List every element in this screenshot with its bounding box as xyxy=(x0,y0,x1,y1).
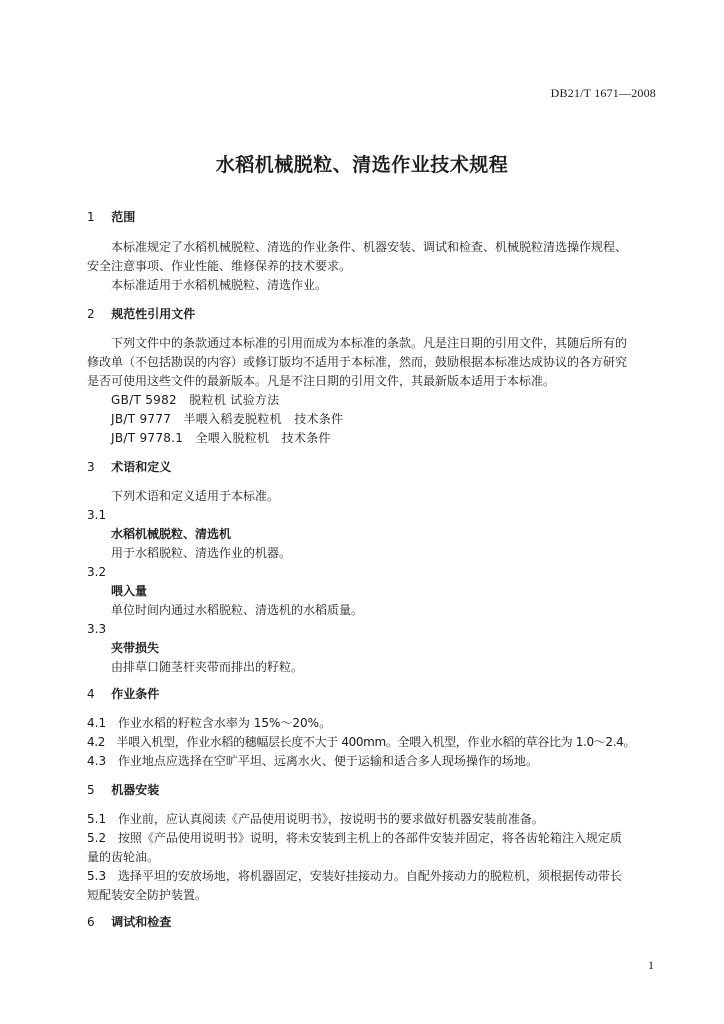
paragraph-line: 下列文件中的条款通过本标准的引用而成为本标准的条款。凡是注日期的引用文件，其随后所有的 xyxy=(111,336,628,350)
term-number: 3.2 xyxy=(87,565,107,579)
clause-number: 4.2 xyxy=(87,735,106,749)
clause-number: 5.1 xyxy=(87,812,107,826)
clause-continuation: 短配装安全防护装置。 xyxy=(87,888,208,902)
clause-number: 5.2 xyxy=(87,831,107,845)
clause-number: 5.3 xyxy=(87,869,107,883)
document-title: 水稻机械脱粒、清选作业技术规程 xyxy=(215,154,509,176)
clause-text: 作业前，应认真阅读《产品使用说明书》，按说明书的要求做好机器安装前准备。 xyxy=(117,812,544,826)
clause-5-2 xyxy=(87,829,622,847)
paragraph-line: 下列术语和定义适用于本标准。 xyxy=(111,489,280,503)
section-number: 4 xyxy=(87,687,95,701)
term-name: 水稻机械脱粒、清选机 xyxy=(111,527,232,541)
clause-4-3 xyxy=(87,752,538,770)
section-2-heading xyxy=(87,305,195,323)
section-title: 规范性引用文件 xyxy=(111,307,196,321)
section-number: 3 xyxy=(87,460,95,474)
standard-code: DB21/T 1671—2008 xyxy=(550,86,656,100)
section-number: 2 xyxy=(87,307,95,321)
section-5-heading xyxy=(87,781,159,799)
term-definition: 单位时间内通过水稻脱粒、清选机的水稻质量。 xyxy=(111,603,364,617)
reference-item: JB/T 9778.1 全喂入脱粒机 技术条件 xyxy=(111,431,331,445)
clause-5-1 xyxy=(87,810,544,828)
term-name: 夹带损失 xyxy=(111,641,160,655)
section-3-heading xyxy=(87,458,171,476)
section-4-heading xyxy=(87,685,159,703)
section-number: 6 xyxy=(87,915,95,929)
section-title: 范围 xyxy=(111,210,136,224)
reference-item: JB/T 9777 半喂入稻麦脱粒机 技术条件 xyxy=(111,412,344,426)
section-6-heading xyxy=(87,913,171,931)
paragraph-line: 本标准规定了水稻机械脱粒、清选的作业条件、机器安装、调试和检查、机械脱粒清选操作规程、 xyxy=(111,240,628,254)
clause-text: 作业地点应选择在空旷平坦、远离水火、便于运输和适合多人现场操作的场地。 xyxy=(117,754,538,768)
clause-4-1 xyxy=(87,714,331,732)
clause-number: 4.1 xyxy=(87,716,107,730)
clause-5-3 xyxy=(87,867,622,885)
clause-text: 半喂入机型，作业水稻的穗幅层长度不大于 400mm。全喂入机型，作业水稻的草谷比为 1.0～2.4。 xyxy=(116,735,636,749)
reference-item: GB/T 5982 脱粒机 试验方法 xyxy=(111,393,280,407)
clause-text: 按照《产品使用说明书》说明，将未安装到主机上的各部件安装并固定，将各齿轮箱注入规定质 xyxy=(117,831,622,845)
section-title: 术语和定义 xyxy=(111,460,172,474)
section-number: 1 xyxy=(87,210,95,224)
paragraph-line: 是否可使用这些文件的最新版本。凡是不注日期的引用文件，其最新版本适用于本标准。 xyxy=(87,374,556,388)
clause-continuation: 量的齿轮油。 xyxy=(87,850,160,864)
section-title: 机器安装 xyxy=(111,783,160,797)
clause-4-2 xyxy=(87,733,635,751)
term-definition: 由排草口随茎杆夹带而排出的籽粒。 xyxy=(111,660,304,674)
term-number: 3.3 xyxy=(87,622,107,636)
section-1-heading xyxy=(87,208,135,226)
paragraph-line: 本标准适用于水稻机械脱粒、清选作业。 xyxy=(111,278,328,292)
paragraph-line: 修改单（不包括勘误的内容）或修订版均不适用于本标准，然而，鼓励根据本标准达成协议的各方研究 xyxy=(87,355,628,369)
clause-text: 选择平坦的安放场地，将机器固定，安装好挂接动力。自配外接动力的脱粒机，须根据传动带长 xyxy=(117,869,622,883)
clause-number: 4.3 xyxy=(87,754,107,768)
term-definition: 用于水稻脱粒、清选作业的机器。 xyxy=(111,546,292,560)
page-number: 1 xyxy=(648,958,654,972)
term-name: 喂入量 xyxy=(111,584,148,598)
section-title: 调试和检查 xyxy=(111,915,172,929)
section-title: 作业条件 xyxy=(111,687,160,701)
clause-text: 作业水稻的籽粒含水率为 15%～20%。 xyxy=(117,716,332,730)
paragraph-line: 安全注意事项、作业性能、维修保养的技术要求。 xyxy=(87,259,352,273)
section-number: 5 xyxy=(87,783,95,797)
term-number: 3.1 xyxy=(87,508,107,522)
